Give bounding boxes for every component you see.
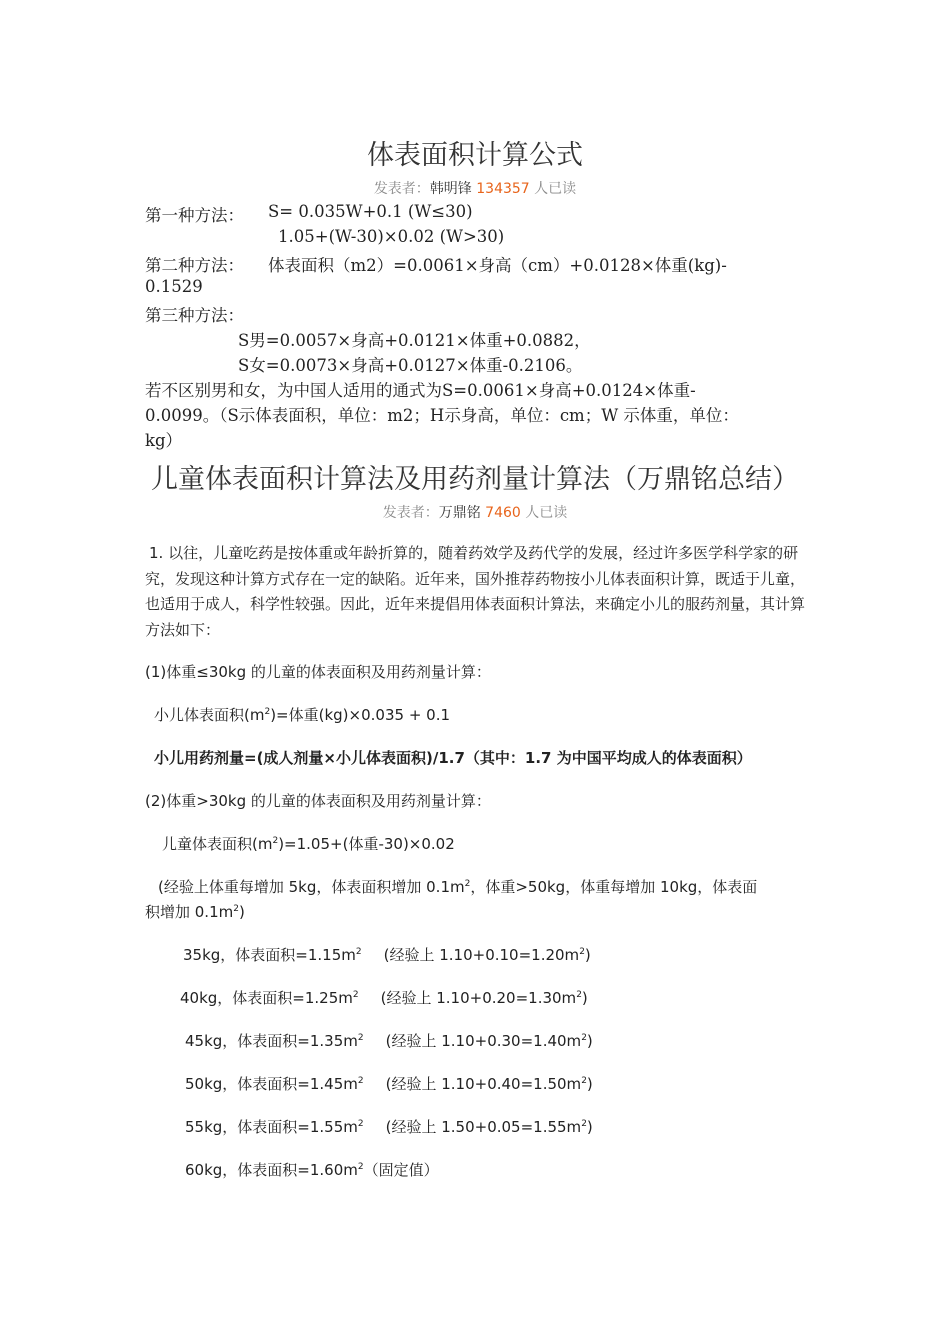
superscript: 2 bbox=[357, 1033, 364, 1043]
article1-meta bbox=[0, 178, 950, 198]
row-value: 60kg，体表面积=1.60m bbox=[185, 1161, 358, 1179]
note-text: ) bbox=[238, 903, 245, 921]
bsa-row bbox=[185, 1159, 439, 1180]
read-count: 7460 bbox=[485, 505, 521, 521]
superscript: 2 bbox=[352, 990, 359, 1000]
row-note: （固定值） bbox=[363, 1161, 439, 1179]
formula-text: 儿童体表面积(m bbox=[162, 835, 273, 853]
bsa-row bbox=[185, 1030, 593, 1051]
dose-formula: 小儿用药剂量=(成人剂量×小儿体表面积)/1.7（其中：1.7 为中国平均成人的体表面积） bbox=[154, 749, 752, 767]
superscript: 2 bbox=[264, 707, 271, 717]
row-note: (经验上 1.50+0.05=1.55m bbox=[385, 1118, 582, 1136]
method2-formula-b: 0.1529 bbox=[145, 277, 203, 296]
row-close: ) bbox=[586, 1075, 593, 1093]
row-note: (经验上 1.10+0.40=1.50m bbox=[385, 1075, 582, 1093]
bsa-row bbox=[180, 987, 588, 1008]
row-close: ) bbox=[586, 1118, 593, 1136]
row-value: 40kg，体表面积=1.25m bbox=[180, 989, 353, 1007]
read-suffix: 人已读 bbox=[520, 505, 568, 521]
row-value: 50kg，体表面积=1.45m bbox=[185, 1075, 358, 1093]
section1-heading: (1)体重≤30kg 的儿童的体表面积及用药剂量计算： bbox=[145, 663, 491, 681]
row-close: ) bbox=[584, 946, 591, 964]
superscript: 2 bbox=[576, 990, 582, 1000]
row-note: (经验上 1.10+0.20=1.30m bbox=[380, 989, 577, 1007]
method3-male: S男=0.0057×身高+0.0121×体重+0.0882， bbox=[238, 331, 591, 350]
method1-formula-b: 1.05+(W-30)×0.02 (W>30) bbox=[278, 227, 505, 246]
formula-text: )=1.05+(体重-30)×0.02 bbox=[278, 835, 455, 853]
superscript: 2 bbox=[464, 879, 471, 889]
row-close: ) bbox=[586, 1032, 593, 1050]
method2-label: 第二种方法： bbox=[145, 256, 244, 275]
method3-female: S女=0.0073×身高+0.0127×体重-0.2106。 bbox=[238, 356, 583, 375]
row-value: 55kg，体表面积=1.55m bbox=[185, 1118, 358, 1136]
bsa-row bbox=[185, 1073, 593, 1094]
note-text: ，体重>50kg，体重每增加 10kg，体表面 bbox=[470, 878, 758, 896]
author-link[interactable]: 万鼎铭 bbox=[438, 505, 481, 521]
article1-title: 体表面积计算公式 bbox=[367, 140, 583, 171]
method1-formula-a: S= 0.035W+0.1 (W≤30) bbox=[268, 202, 473, 221]
superscript: 2 bbox=[581, 1033, 587, 1043]
general-formula-line1: 若不区别男和女，为中国人适用的通式为S=0.0061×身高+0.0124×体重- bbox=[145, 381, 696, 400]
superscript: 2 bbox=[357, 1162, 364, 1172]
row-note: (经验上 1.10+0.30=1.40m bbox=[385, 1032, 582, 1050]
superscript: 2 bbox=[581, 1119, 587, 1129]
row-note: (经验上 1.10+0.10=1.20m bbox=[383, 946, 580, 964]
method2-formula-a: 体表面积（m2）=0.0061×身高（cm）+0.0128×体重(kg)- bbox=[268, 256, 727, 275]
note-text: (经验上体重每增加 5kg，体表面积增加 0.1m bbox=[158, 878, 465, 896]
author-link[interactable]: 韩明锋 bbox=[429, 181, 472, 197]
article2-meta bbox=[0, 502, 950, 522]
row-value: 35kg，体表面积=1.15m bbox=[183, 946, 356, 964]
intro-paragraph: 1. 以往，儿童吃药是按体重或年龄折算的，随着药效学及药代学的发展，经过许多医学科学家的研究，发现这种计算方式存在一定的缺陷。近年来，国外推荐药物按小儿体表面积计算，既适于儿童，也适用于成人，科学性较强。因此，近年来提倡用体表面积计算法，来确定小儿的服药剂量，其计算方法如下： bbox=[145, 544, 806, 639]
superscript: 2 bbox=[272, 836, 279, 846]
section1-formula bbox=[154, 704, 450, 725]
row-value: 45kg，体表面积=1.35m bbox=[185, 1032, 358, 1050]
experience-note-line1 bbox=[158, 876, 757, 897]
experience-note-line2 bbox=[145, 901, 245, 922]
note-text: 积增加 0.1m bbox=[145, 903, 234, 921]
bsa-row bbox=[183, 944, 591, 965]
section2-formula bbox=[162, 833, 455, 854]
superscript: 2 bbox=[357, 1076, 364, 1086]
superscript: 2 bbox=[233, 904, 239, 914]
read-count: 134357 bbox=[476, 181, 530, 197]
superscript: 2 bbox=[581, 1076, 587, 1086]
general-formula-line3: kg） bbox=[145, 431, 183, 450]
superscript: 2 bbox=[355, 947, 362, 957]
method3-label: 第三种方法： bbox=[145, 306, 244, 325]
method1-label: 第一种方法： bbox=[145, 206, 244, 225]
superscript: 2 bbox=[579, 947, 585, 957]
read-suffix: 人已读 bbox=[529, 181, 577, 197]
formula-text: 小儿体表面积(m bbox=[154, 706, 265, 724]
superscript: 2 bbox=[357, 1119, 364, 1129]
formula-text: )=体重(kg)×0.035 + 0.1 bbox=[270, 706, 451, 724]
meta-label: 发表者： bbox=[373, 181, 430, 197]
article2-title: 儿童体表面积计算法及用药剂量计算法（万鼎铭总结） bbox=[151, 464, 799, 495]
general-formula-line2: 0.0099。（S示体表面积，单位：m2；H示身高，单位：cm；W 示体重，单位： bbox=[145, 406, 739, 425]
section2-heading: (2)体重>30kg 的儿童的体表面积及用药剂量计算： bbox=[145, 792, 491, 810]
meta-label: 发表者： bbox=[382, 505, 439, 521]
row-close: ) bbox=[581, 989, 588, 1007]
bsa-row bbox=[185, 1116, 593, 1137]
